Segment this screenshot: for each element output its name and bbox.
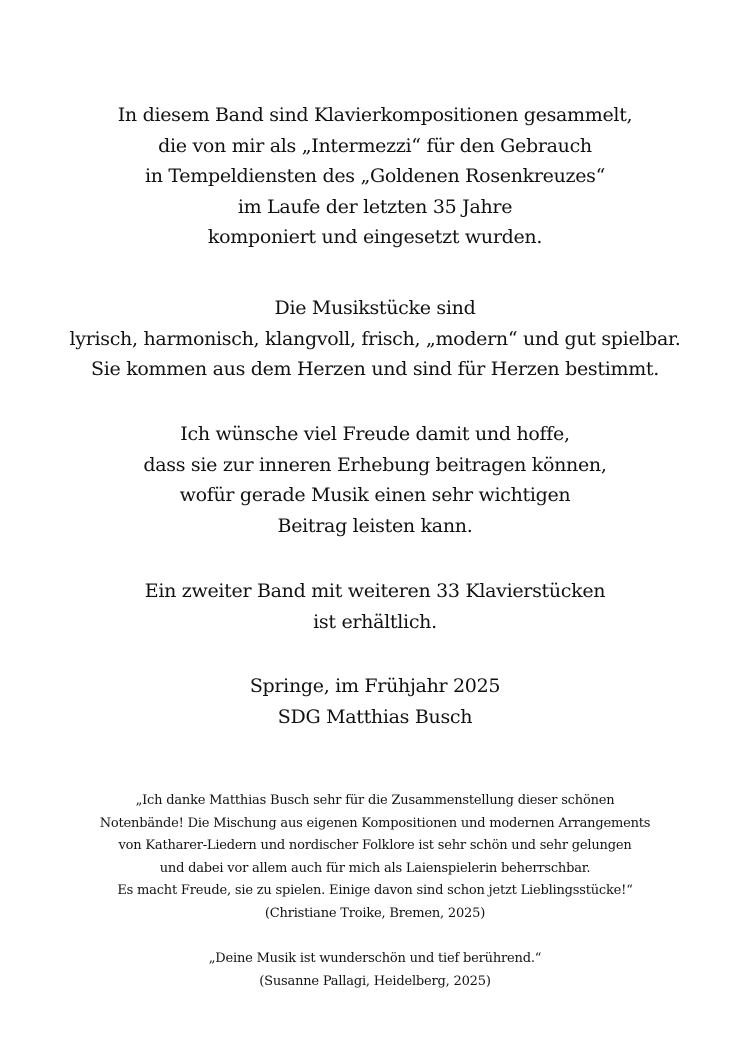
intro-paragraph <box>0 100 750 253</box>
intro-line: die von mir als „Intermezzi“ für den Gebrauch <box>158 134 592 157</box>
character-line: lyrisch, harmonisch, klangvoll, frisch, „modern“ und gut spielbar. <box>69 327 681 350</box>
wishes-line: Beitrag leisten kann. <box>277 514 473 537</box>
testimonial-line: „Deine Musik ist wunderschön und tief berührend.“ <box>208 951 542 966</box>
second-volume-paragraph <box>0 576 750 637</box>
signature-block <box>0 671 750 732</box>
wishes-line: Ich wünsche viel Freude damit und hoffe, <box>180 423 570 445</box>
wishes-line: wofür gerade Musik einen sehr wichtigen <box>179 484 571 506</box>
intro-line: komponiert und eingesetzt wurden. <box>207 226 543 248</box>
testimonial-author: (Susanne Pallagi, Heidelberg, 2025) <box>259 973 491 989</box>
testimonial-pallagi <box>0 948 750 993</box>
character-line: Sie kommen aus dem Herzen und sind für Herzen bestimmt. <box>91 358 659 380</box>
testimonial-line: von Katharer-Liedern und nordischer Folklore ist sehr schön und sehr gelungen <box>118 838 632 853</box>
testimonial-line: „Ich danke Matthias Busch sehr für die Zusammenstellung dieser schönen <box>135 793 615 808</box>
testimonial-line: Es macht Freude, sie zu spielen. Einige davon sind schon jetzt Lieblingsstücke!“ <box>117 883 633 898</box>
wishes-line: dass sie zur inneren Erhebung beitragen können, <box>143 453 607 476</box>
character-line: Die Musikstücke sind <box>274 297 476 319</box>
second-volume-line: Ein zweiter Band mit weiteren 33 Klavierstücken <box>144 580 606 602</box>
wishes-paragraph <box>0 419 750 541</box>
character-paragraph <box>0 293 750 385</box>
testimonial-line: Notenbände! Die Mischung aus eigenen Kompositionen und modernen Arrangements <box>99 815 651 831</box>
signature-place-date: Springe, im Frühjahr 2025 <box>249 675 501 697</box>
intro-line: in Tempeldiensten des „Goldenen Rosenkreuzes“ <box>144 165 606 187</box>
intro-line: im Laufe der letzten 35 Jahre <box>237 195 513 218</box>
testimonial-line: und dabei vor allem auch für mich als Laienspielerin beherrschbar. <box>159 860 591 876</box>
second-volume-line: ist erhältlich. <box>313 610 437 633</box>
signature-name: SDG Matthias Busch <box>277 705 473 728</box>
testimonial-troike <box>0 790 750 925</box>
intro-line: In diesem Band sind Klavierkompositionen gesammelt, <box>117 104 633 126</box>
testimonial-author: (Christiane Troike, Bremen, 2025) <box>264 905 486 921</box>
